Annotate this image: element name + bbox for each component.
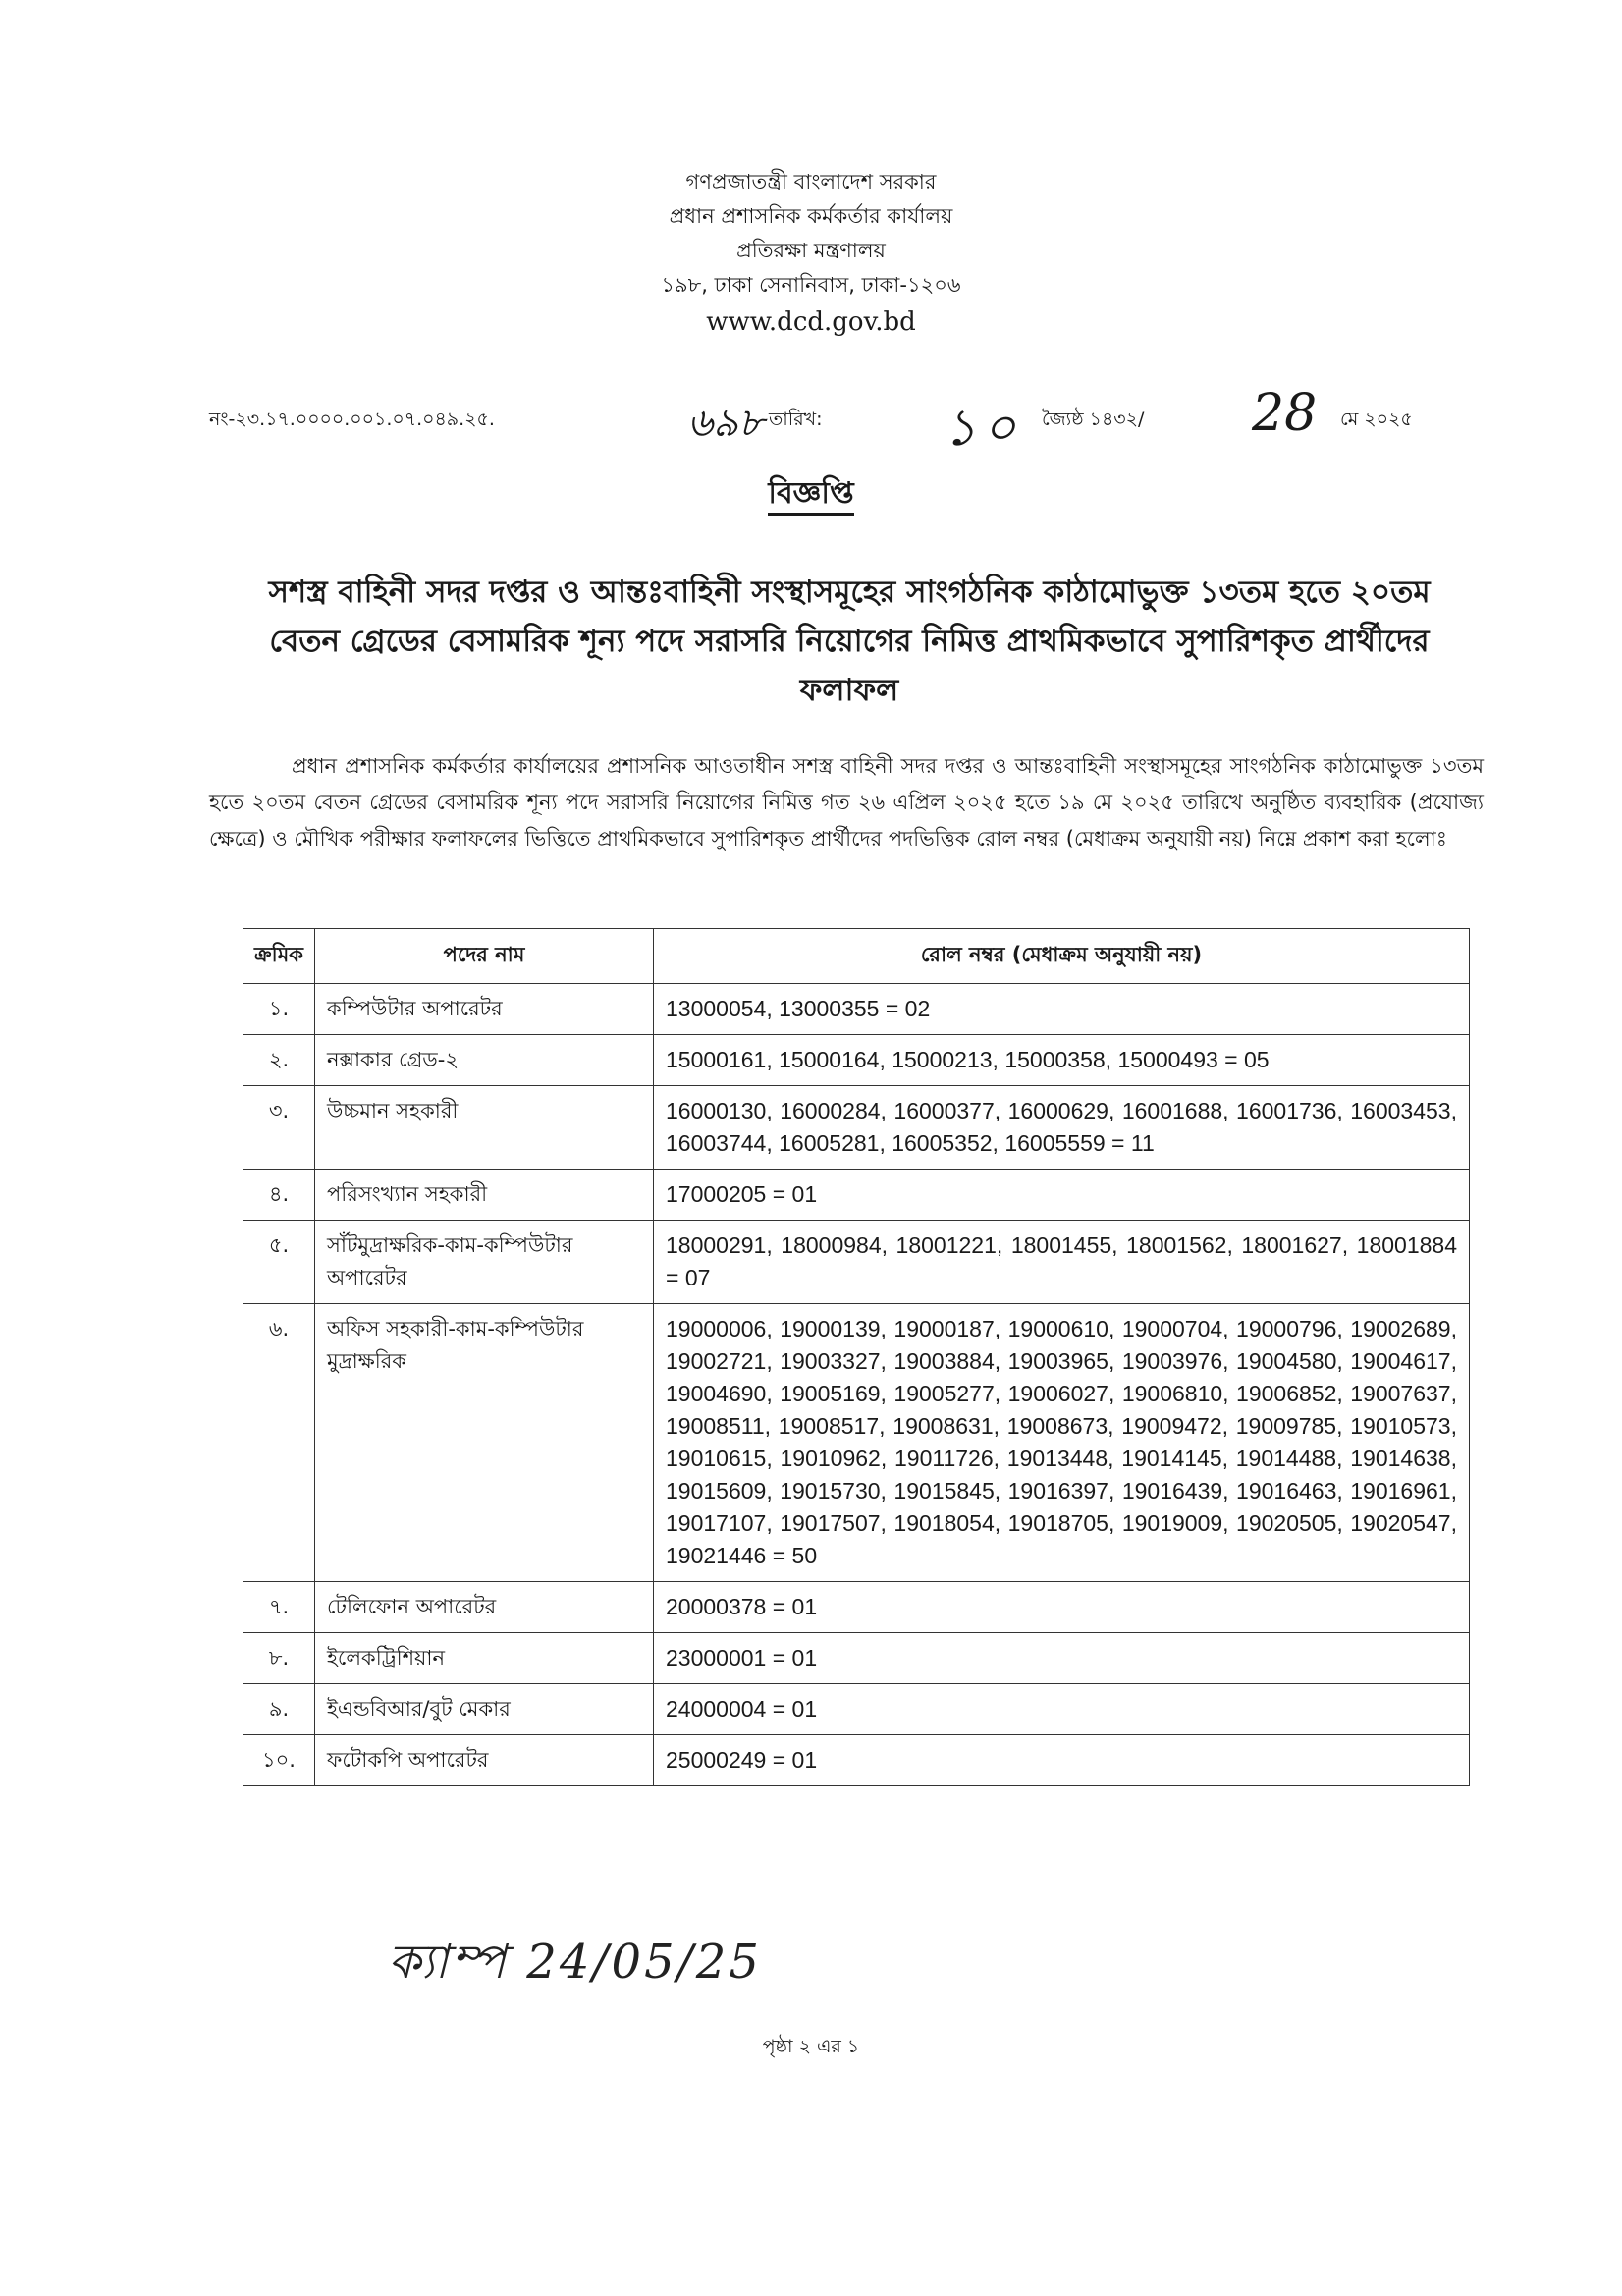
results-table xyxy=(243,928,1470,1786)
reference-row xyxy=(209,384,1446,458)
table-row xyxy=(243,1086,1470,1170)
memo-number-handwritten: ৬৯৮ xyxy=(687,401,764,446)
english-date: মে ২০২৫ xyxy=(1340,409,1413,430)
table-row xyxy=(243,1035,1470,1086)
document-title: সশস্ত্র বাহিনী সদর দপ্তর ও আন্তঃবাহিনী সংস্থাসমূহের সাংগঠনিক কাঠামোভুক্ত ১৩তম হতে ২০তম বেতন গ্রেডের বেসামরিক শূন্য পদে সরাসরি নিয়োগের নিমিত্ত প্রাথমিকভাবে সুপারিশকৃত প্রার্থীদের ফলাফল xyxy=(268,574,1431,708)
header-serial: ক্রমিক xyxy=(243,929,315,984)
roll-cell: 19000006, 19000139, 19000187, 19000610, 19000704, 19000796, 19002689, 19002721, 19003327, 19003884, 19003965, 19003976, 19004580, 19004617, 19004690, 19005169, 19005277, 19006027, 19006810, 19006852, 19007637, 19008511, 19008517, 19008631, 19008673, 19009472, 19009785, 19010573, 19010615, 19010962, 19011726, 19013448, 19014145, 19014488, 19014638, 19015609, 19015730, 19015845, 19016397, 19016439, 19016463, 19016961, 19017107, 19017507, 19018054, 19018705, 19019009, 19020505, 19020547, 19021446 = 50 xyxy=(654,1304,1470,1582)
roll-cell: 23000001 = 01 xyxy=(654,1633,1470,1684)
ministry-name: প্রতিরক্ষা মন্ত্রণালয় xyxy=(736,239,886,262)
table-row xyxy=(243,1304,1470,1582)
roll-cell: 17000205 = 01 xyxy=(654,1170,1470,1221)
roll-cell: 15000161, 15000164, 15000213, 15000358, 15000493 = 05 xyxy=(654,1035,1470,1086)
table-row xyxy=(243,1633,1470,1684)
bangla-day-handwritten: ১০ xyxy=(944,399,1022,458)
serial-cell: ৪. xyxy=(243,1170,315,1221)
roll-cell: 20000378 = 01 xyxy=(654,1582,1470,1633)
roll-cell: 24000004 = 01 xyxy=(654,1684,1470,1735)
table-row xyxy=(243,984,1470,1035)
memo-number: নং-২৩.১৭.০০০০.০০১.০৭.০৪৯.২৫. xyxy=(209,409,495,430)
post-cell: কম্পিউটার অপারেটর xyxy=(315,984,654,1035)
notice-heading-text: বিজ্ঞপ্তি xyxy=(768,476,853,516)
notice-heading xyxy=(0,469,1622,519)
intro-paragraph: প্রধান প্রশাসনিক কর্মকর্তার কার্যালয়ের প্রশাসনিক আওতাধীন সশস্ত্র বাহিনী সদর দপ্তর ও আন্তঃবাহিনী সংস্থাসমূহের সাংগঠনিক কাঠামোভুক্ত ১৩তম হতে ২০তম বেতন গ্রেডের বেসামরিক শূন্য পদে সরাসরি নিয়োগের নিমিত্ত গত ২৬ এপ্রিল ২০২৫ হতে ১৯ মে ২০২৫ তারিখে অনুষ্ঠিত ব্যবহারিক (প্রযোজ্য ক্ষেত্রে) ও মৌখিক পরীক্ষার ফলাফলের ভিত্তিতে প্রাথমিকভাবে সুপারিশকৃত প্রার্থীদের পদভিত্তিক রোল নম্বর (মেধাক্রম অনুযায়ী নয়) নিম্নে প্রকাশ করা হলোঃ xyxy=(209,754,1484,850)
roll-cell: 18000291, 18000984, 18001221, 18001455, 18001562, 18001627, 18001884 = 07 xyxy=(654,1221,1470,1304)
government-name: গণপ্রজাতন্ত্রী বাংলাদেশ সরকার xyxy=(685,170,937,193)
post-cell: ফটোকপি অপারেটর xyxy=(315,1735,654,1786)
office-name: প্রধান প্রশাসনিক কর্মকর্তার কার্যালয় xyxy=(669,204,953,228)
website-link[interactable]: www.dcd.gov.bd xyxy=(706,307,916,337)
table-row xyxy=(243,1684,1470,1735)
serial-cell: ৩. xyxy=(243,1086,315,1170)
header-roll-numbers: রোল নম্বর (মেধাক্রম অনুযায়ী নয়) xyxy=(654,929,1470,984)
page-number: পৃষ্ঠা ২ এর ১ xyxy=(762,2036,860,2057)
english-day-handwritten: 28 xyxy=(1252,384,1318,443)
serial-cell: ১০. xyxy=(243,1735,315,1786)
serial-cell: ৯. xyxy=(243,1684,315,1735)
roll-cell: 13000054, 13000355 = 02 xyxy=(654,984,1470,1035)
post-cell: উচ্চমান সহকারী xyxy=(315,1086,654,1170)
office-address: ১৯৮, ঢাকা সেনানিবাস, ঢাকা-১২০৬ xyxy=(661,273,961,297)
date-label: তারিখ: xyxy=(769,409,823,430)
serial-cell: ৫. xyxy=(243,1221,315,1304)
serial-cell: ৬. xyxy=(243,1304,315,1582)
post-cell: সাঁটমুদ্রাক্ষরিক-কাম-কম্পিউটার অপারেটর xyxy=(315,1221,654,1304)
post-cell: ইএন্ডবিআর/বুট মেকার xyxy=(315,1684,654,1735)
post-cell: ইলেকট্রিশিয়ান xyxy=(315,1633,654,1684)
post-cell: পরিসংখ্যান সহকারী xyxy=(315,1170,654,1221)
serial-cell: ৮. xyxy=(243,1633,315,1684)
table-row xyxy=(243,1221,1470,1304)
serial-cell: ১. xyxy=(243,984,315,1035)
table-row xyxy=(243,1582,1470,1633)
roll-cell: 16000130, 16000284, 16000377, 16000629, 16001688, 16001736, 16003453, 16003744, 16005281, 16005352, 16005559 = 11 xyxy=(654,1086,1470,1170)
table-row xyxy=(243,1735,1470,1786)
serial-cell: ৭. xyxy=(243,1582,315,1633)
table-header-row xyxy=(243,929,1470,984)
header-post-name: পদের নাম xyxy=(315,929,654,984)
post-cell: অফিস সহকারী-কাম-কম্পিউটার মুদ্রাক্ষরিক xyxy=(315,1304,654,1582)
handwritten-signature: ক্যাম্প 24/05/25 xyxy=(388,1935,762,1990)
table-row xyxy=(243,1170,1470,1221)
post-cell: নক্সাকার গ্রেড-২ xyxy=(315,1035,654,1086)
bangla-date: জ্যৈষ্ঠ ১৪৩২/ xyxy=(1042,409,1145,430)
serial-cell: ২. xyxy=(243,1035,315,1086)
post-cell: টেলিফোন অপারেটর xyxy=(315,1582,654,1633)
letterhead xyxy=(0,165,1622,342)
roll-cell: 25000249 = 01 xyxy=(654,1735,1470,1786)
